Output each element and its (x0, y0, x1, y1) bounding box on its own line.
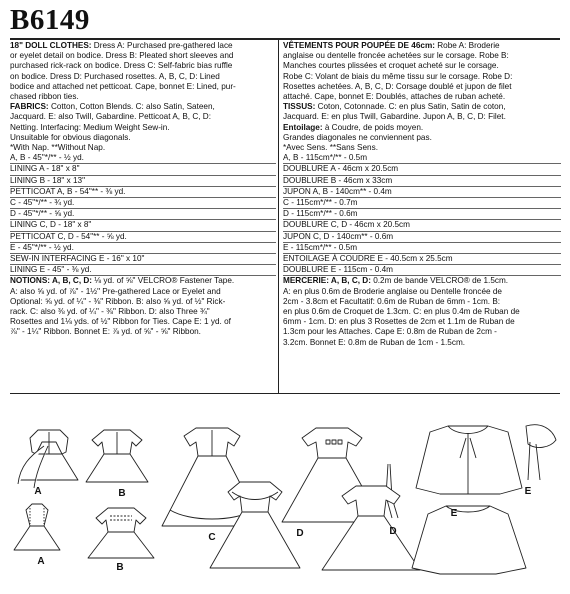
view-label-d-left: D (296, 528, 304, 539)
column-divider (278, 38, 279, 393)
text-line: 6mm - 1cm. D: en plus 3 Rosettes de 2cm et 1.1m de Ruban de (283, 317, 515, 327)
text-line: on bodice. Dress D: Purchased rosettes. A, B, C, D: Lined (10, 71, 220, 81)
text-line: Robe C: Volant de biais du même tissu sur le corsage. Robe D: (283, 71, 513, 81)
text-line: VÊTEMENTS POUR POUPÉE DE 46cm: Robe A: Broderie (283, 41, 500, 50)
text-line: TISSUS: Coton, Cotonnade. C: en plus Satin, Satin de coton, (283, 102, 506, 112)
view-label-b-bottom: B (116, 562, 124, 573)
text-line: A: also ⅝ yd. of ⅞" - 1½" Pre-gathered Lace or Eyelet and (10, 286, 221, 296)
view-label-a-bottom: A (37, 556, 45, 567)
text-line: Grandes diagonales ne conviennent pas. (283, 132, 432, 142)
text-line: Jacquard. E: also Twill, Gabardine. Petticoat A, B, C, D: (10, 112, 211, 122)
dress-a-front-illustration (14, 504, 60, 550)
yardage-row: E - 115cm*/** - 0.5m (283, 243, 561, 254)
yardage-row: C - 115cm*/** - 0.7m (283, 198, 561, 209)
text-line: anglaise ou dentelle froncée achetées sur le corsage. Robe B: (283, 51, 509, 61)
yardage-row: JUPON C, D - 140cm** - 0.6m (283, 232, 561, 243)
view-label-a-top: A (34, 486, 42, 497)
text-line: Jacquard. E: en plus Twill, Gabardine. Jupon A, B, C, D: Filet. (283, 112, 506, 122)
text-line: A: en plus 0.6m de Broderie anglaise ou Dentelle froncée de (283, 286, 502, 296)
text-line: purchased rick-rack on bodice. Dress C: Self-fabric bias ruffle (10, 61, 233, 71)
text-line: Unsuitable for obvious diagonals. (10, 132, 131, 142)
text-line: NOTIONS: A, B, C, D: ⅛ yd. of ⅝" VELCRO® Fastener Tape. (10, 276, 235, 286)
view-label-e-cape: E (450, 508, 458, 519)
cape-e-front-illustration (416, 426, 522, 494)
yardage-row: D - 45"*/** - ⅝ yd. (10, 209, 276, 220)
bottom-rule (10, 393, 560, 394)
view-label-b-top: B (118, 488, 126, 499)
view-label-e-bonnet: E (524, 486, 532, 497)
text-line: Entoilage: à Coudre, de poids moyen. (283, 122, 424, 132)
english-column (10, 41, 276, 338)
cape-e-back-illustration (412, 506, 526, 574)
yardage-row: JUPON A, B - 140cm** - 0.4m (283, 187, 561, 198)
text-line: *With Nap. **Without Nap. (10, 143, 106, 153)
yardage-row: DOUBLURE A - 46cm x 20.5cm (283, 164, 561, 175)
yardage-row: LINING E - 45" - ⅜ yd. (10, 265, 276, 276)
yardage-row: LINING C, D - 18" x 8" (10, 220, 276, 231)
yardage-row: A, B - 115cm*/** - 0.5m (283, 153, 561, 164)
yardage-row: DOUBLURE C, D - 46cm x 20.5cm (283, 220, 561, 231)
text-line: 3.2cm. Bonnet E: 0.8m de Ruban de 1cm - 1.5cm. (283, 337, 466, 347)
text-line: MERCERIE: A, B, C, D: 0.2m de bande VELCRO® de 1.5cm. (283, 276, 509, 286)
text-line: 1.3cm pour les Attaches. Cape E: 0.8m de Ruban de 2cm - (283, 327, 497, 337)
text-line: Netting. Interfacing: Medium Weight Sew-in. (10, 122, 170, 132)
yardage-row: ENTOILAGE À COUDRE E - 40.5cm x 25.5cm (283, 254, 561, 265)
dress-a-back-illustration (18, 430, 78, 488)
text-line: Optional: ⅝ yd. of ¼" - ⅜" Ribbon. B: also ⅝ yd. of ½" Rick- (10, 296, 226, 306)
text-line: Manches courtes plissées et croquet acheté sur le corsage. (283, 61, 499, 71)
text-line: 18" DOLL CLOTHES: Dress A: Purchased pre-gathered lace (10, 41, 233, 50)
text-line: en plus 0.6m de Croquet de 1.3cm. C: en plus 0.4m de Ruban de (283, 307, 520, 317)
view-label-d-right: D (389, 526, 397, 537)
yardage-row: DOUBLURE E - 115cm - 0.4m (283, 265, 561, 276)
text-line: bodice and attached net petticoat. Cape, bonnet E: Lined, pur- (10, 81, 236, 91)
yardage-row: C - 45"*/** - ¾ yd. (10, 198, 276, 209)
french-column (283, 41, 561, 348)
yardage-row: LINING A - 18" x 8" (10, 164, 276, 175)
text-line: *Avec Sens. **Sans Sens. (283, 143, 378, 153)
top-rule (10, 38, 560, 40)
text-line: chased ribbon ties. (10, 92, 79, 102)
dress-b-front-illustration (88, 508, 154, 558)
view-illustrations (0, 418, 570, 594)
yardage-row: DOUBLURE B - 46cm x 33cm (283, 176, 561, 187)
dress-b-back-illustration (86, 430, 148, 482)
text-line: ⅞" - 1¼" Ribbon. Bonnet E: ⅞ yd. of ⅝" - ⅝" Ribbon. (10, 327, 201, 337)
yardage-row: PETTICOAT A, B - 54"** - ⅜ yd. (10, 187, 276, 198)
yardage-row: SEW-IN INTERFACING E - 16" x 10" (10, 254, 276, 265)
pattern-number: B6149 (10, 4, 90, 36)
text-line: attaché. Cape, bonnet E: Doublés, attaches de ruban acheté. (283, 92, 506, 102)
text-line: 2cm - 3.8cm et Facultatif: 0.6m de Ruban de 6mm - 1cm. B: (283, 296, 501, 306)
bonnet-e-illustration (526, 425, 556, 480)
text-line: Rosettes achetées. A, B, C, D: Corsage doublé et jupon de filet (283, 81, 512, 91)
yardage-row: D - 115cm*/** - 0.6m (283, 209, 561, 220)
text-line: Rosettes and 1⅛ yds. of ½" Ribbon for Ties. Cape E: 1 yd. of (10, 317, 231, 327)
text-line: rack. C: also ⅜ yd. of ¼" - ⅜" Ribbon. D: also Three ¾" (10, 307, 210, 317)
text-line: FABRICS: Cotton, Cotton Blends. C: also Satin, Sateen, (10, 102, 215, 112)
yardage-row: E - 45"*/** - ½ yd. (10, 243, 276, 254)
view-label-c: C (208, 532, 216, 543)
yardage-row: PETTICOAT C, D - 54"** - ⅝ yd. (10, 232, 276, 243)
text-line: or eyelet detail on bodice. Dress B: Pleated short sleeves and (10, 51, 234, 61)
yardage-row: A, B - 45"*/** - ½ yd. (10, 153, 276, 164)
yardage-row: LINING B - 18" x 13" (10, 176, 276, 187)
